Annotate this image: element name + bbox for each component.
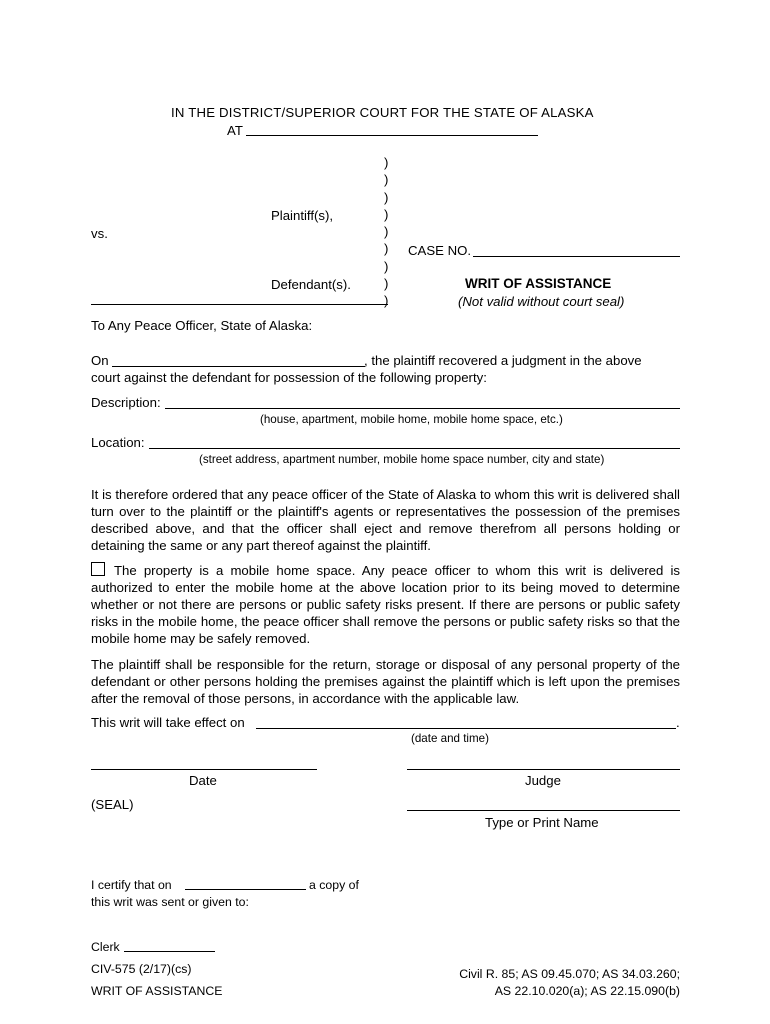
paren: ) — [384, 206, 389, 222]
effective-date-field[interactable] — [256, 728, 676, 729]
caption-bottom-rule — [91, 304, 388, 305]
location-label: Location: — [91, 435, 145, 450]
at-location-field[interactable] — [246, 135, 538, 136]
description-field[interactable] — [165, 408, 680, 409]
judgment-text-2: court against the defendant for possession of the following property: — [91, 370, 487, 385]
responsibility-paragraph: The plaintiff shall be responsible for the return, storage or disposal of any personal property of the defendant or other persons holding the premises against the plaintiff which is left upon the premises after the removal of those persons, in accordance with the applicable law. — [91, 657, 680, 706]
effect-period: . — [676, 715, 680, 730]
defendant-label: Defendant(s). — [271, 277, 351, 292]
caption-parentheses — [384, 154, 394, 310]
certify-text-2: this writ was sent or given to: — [91, 895, 249, 909]
plaintiff-label: Plaintiff(s), — [271, 208, 334, 223]
mobile-home-paragraph: The property is a mobile home space. Any peace officer to whom this writ is delivered is authorized to enter the mobile home at the above location prior to its being moved to determine whether or not there are persons or public safety risks present. If there are persons or public safety risks in the mobile home, the peace officer shall remove the persons or public safety risks so that the mobile home may be safely removed. — [91, 563, 680, 646]
paren: ) — [384, 258, 389, 274]
case-no-label: CASE NO. — [408, 243, 472, 258]
judgment-date-field[interactable] — [112, 366, 365, 367]
order-paragraph: It is therefore ordered that any peace officer of the State of Alaska to whom this writ is delivered shall turn over to the plaintiff or the plaintiff's agents or representatives the possession of the premises described above, and that the officer shall eject and remove therefrom all persons holding or detaining the same or any part thereof against the plaintiff. — [91, 487, 680, 553]
greeting: To Any Peace Officer, State of Alaska: — [91, 318, 313, 333]
certify-text-a: I certify that on — [91, 878, 172, 892]
court-heading: IN THE DISTRICT/SUPERIOR COURT FOR THE STATE OF ALASKA — [171, 105, 594, 120]
seal-notice: (Not valid without court seal) — [458, 294, 625, 309]
date-label: Date — [189, 773, 217, 788]
description-label: Description: — [91, 395, 161, 410]
paren: ) — [384, 224, 389, 240]
seal-label: (SEAL) — [91, 797, 134, 812]
print-name-label: Type or Print Name — [485, 815, 599, 830]
judgment-text: , the plaintiff recovered a judgment in the above — [364, 353, 642, 368]
vs-label: vs. — [91, 226, 108, 241]
certify-text-b: a copy of — [309, 878, 359, 892]
document-title: WRIT OF ASSISTANCE — [465, 276, 612, 291]
paren: ) — [384, 276, 389, 292]
paren: ) — [384, 189, 389, 205]
rules-line-2: AS 22.10.020(a); AS 22.15.090(b) — [494, 984, 680, 998]
description-hint: (house, apartment, mobile home, mobile home space, etc.) — [260, 413, 563, 426]
paren: ) — [384, 172, 389, 188]
form-title-footer: WRIT OF ASSISTANCE — [91, 984, 223, 998]
location-field[interactable] — [149, 448, 680, 449]
form-id: CIV-575 (2/17)(cs) — [91, 962, 192, 976]
clerk-label: Clerk — [91, 940, 120, 954]
effect-hint: (date and time) — [411, 732, 489, 745]
clerk-signature-field[interactable] — [124, 951, 215, 952]
on-label: On — [91, 353, 109, 368]
certify-date-field[interactable] — [185, 889, 306, 890]
judge-signature-line[interactable] — [407, 769, 680, 770]
paren: ) — [384, 293, 389, 309]
rules-line-1: Civil R. 85; AS 09.45.070; AS 34.03.260; — [459, 967, 680, 981]
paren: ) — [384, 241, 389, 257]
effect-label: This writ will take effect on — [91, 715, 245, 730]
print-name-line[interactable] — [407, 810, 680, 811]
case-number-field[interactable] — [473, 256, 680, 257]
paren: ) — [384, 155, 389, 170]
at-label: AT — [227, 123, 243, 138]
judge-label: Judge — [525, 773, 561, 788]
date-signature-line[interactable] — [91, 769, 317, 770]
location-hint: (street address, apartment number, mobile home space number, city and state) — [199, 453, 605, 466]
